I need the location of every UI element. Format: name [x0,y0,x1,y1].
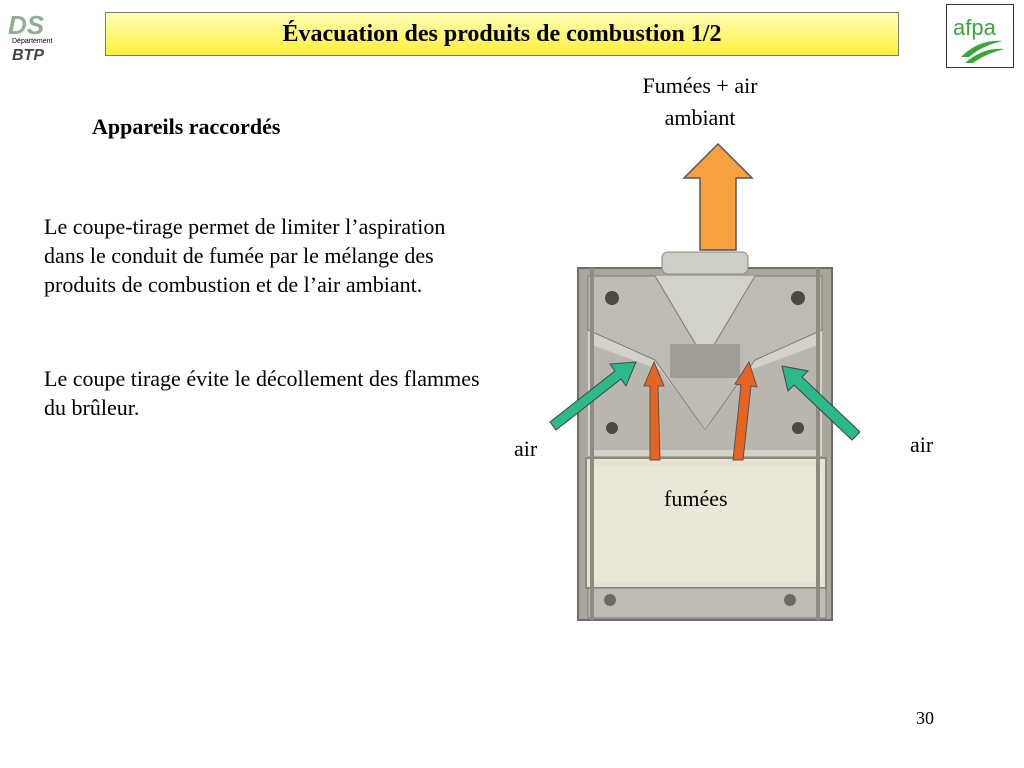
afpa-logo [946,4,1014,68]
logo-btp-text: BTP [12,47,44,64]
label-air-left: air [514,436,538,461]
label-top-line2: ambiant [664,105,736,130]
logo-small-text: Département [12,38,53,45]
arrow-up-orange-icon [684,144,752,250]
afpa-logo-text: afpa [953,15,996,40]
label-fumees: fumées [664,486,728,511]
page-number: 30 [916,708,934,728]
paragraph-2: Le coupe tirage évite le décollement des flammes du brûleur. [44,366,480,420]
dsbtp-logo [6,8,62,64]
logo-ds-text: DS [8,10,45,40]
slide-title [105,12,899,56]
label-fumees-air-ambiant [610,70,790,134]
slide-title-text: Évacuation des produits de combustion 1/2 [282,20,722,47]
label-air-right: air [910,432,934,457]
label-top-line1: Fumées + air [642,73,758,98]
paragraph-1: Le coupe-tirage permet de limiter l’aspiration dans le conduit de fumée par le mélange des produits de combustion et de l’air ambiant. [44,214,446,297]
draft-diverter-housing [578,252,832,620]
draft-diverter-diagram [530,130,860,630]
section-subtitle: Appareils raccordés [92,114,281,139]
